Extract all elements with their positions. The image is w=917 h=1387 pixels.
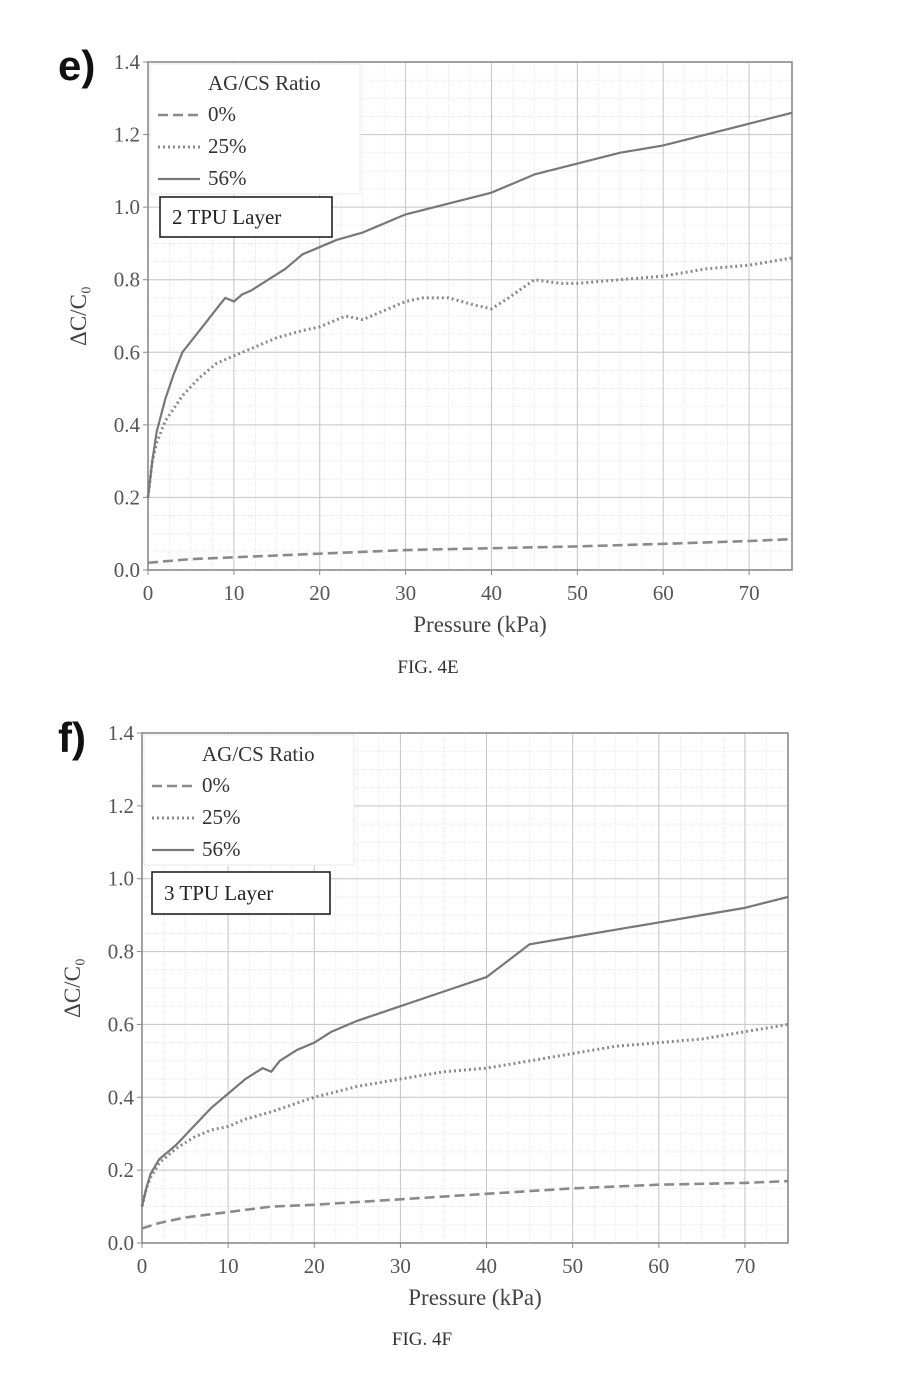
legend-entry: 0% — [202, 773, 230, 797]
y-tick-label: 0.6 — [113, 340, 140, 365]
annotation-text: 3 TPU Layer — [164, 881, 274, 905]
y-tick-label: 1.4 — [113, 50, 140, 74]
y-tick-label: 1.4 — [107, 721, 134, 745]
y-tick-label: 0.4 — [113, 412, 140, 437]
y-axis-label: ΔC/C₀ — [66, 286, 91, 346]
x-axis-label: Pressure (kPa) — [408, 1285, 542, 1310]
y-tick-label: 0.2 — [107, 1158, 134, 1183]
y-tick-label: 1.2 — [113, 122, 140, 147]
x-tick-label: 70 — [734, 1254, 756, 1278]
x-tick-label: 40 — [480, 581, 502, 605]
x-tick-label: 60 — [648, 1254, 670, 1278]
y-tick-label: 0.2 — [113, 485, 140, 510]
panel-f-letter: f) — [58, 714, 86, 761]
legend-entry: 56% — [208, 166, 247, 190]
y-tick-label: 0.0 — [113, 558, 140, 582]
y-tick-label: 1.0 — [107, 866, 134, 891]
x-tick-label: 50 — [566, 581, 588, 605]
x-tick-label: 20 — [303, 1254, 325, 1278]
x-tick-label: 30 — [389, 1254, 411, 1278]
caption-f: FIG. 4F — [391, 1329, 453, 1350]
legend-entry: 25% — [208, 134, 247, 158]
legend-entry: 25% — [202, 805, 241, 829]
x-tick-label: 70 — [738, 581, 760, 605]
y-tick-label: 0.4 — [107, 1085, 134, 1110]
x-tick-label: 60 — [652, 581, 674, 605]
y-tick-label: 0.8 — [113, 267, 140, 292]
panel-e — [58, 42, 792, 678]
legend — [144, 735, 354, 865]
x-tick-label: 0 — [136, 1254, 148, 1278]
y-tick-label: 1.2 — [107, 793, 134, 818]
legend-entry: 56% — [202, 837, 241, 861]
plot-area-e — [66, 50, 792, 637]
y-axis-label: ΔC/C₀ — [60, 958, 85, 1018]
legend — [150, 64, 360, 194]
y-tick-label: 0.0 — [107, 1231, 134, 1255]
legend-title: AG/CS Ratio — [202, 742, 315, 766]
caption-e: FIG. 4E — [397, 657, 459, 678]
panel-f — [58, 714, 788, 1350]
x-tick-label: 10 — [217, 1254, 239, 1278]
plot-area-f — [60, 721, 788, 1310]
x-tick-label: 0 — [142, 581, 154, 605]
legend-entry: 0% — [208, 102, 236, 126]
legend-title: AG/CS Ratio — [208, 71, 321, 95]
y-tick-label: 0.6 — [107, 1012, 134, 1037]
x-tick-label: 20 — [309, 581, 331, 605]
x-tick-label: 30 — [395, 581, 417, 605]
panel-e-letter: e) — [58, 42, 96, 89]
x-tick-label: 50 — [562, 1254, 584, 1278]
y-tick-label: 1.0 — [113, 195, 140, 220]
x-tick-label: 10 — [223, 581, 245, 605]
x-tick-label: 40 — [476, 1254, 498, 1278]
annotation-text: 2 TPU Layer — [172, 205, 282, 229]
x-axis-label: Pressure (kPa) — [413, 612, 547, 637]
y-tick-label: 0.8 — [107, 939, 134, 964]
